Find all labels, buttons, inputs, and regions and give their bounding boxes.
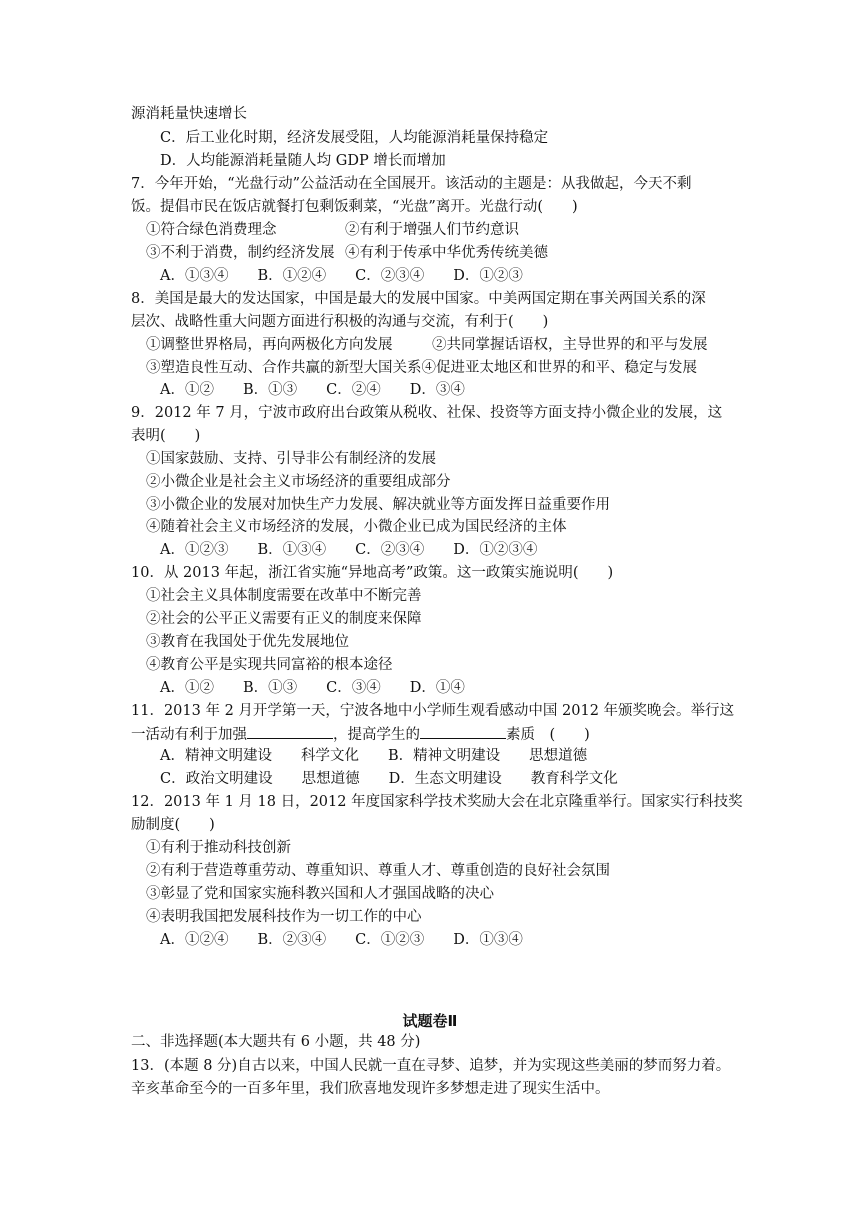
stem-part-3: 素质 ( ) [506,727,590,743]
option-d: D．人均能源消耗量随人均 GDP 增长而增加 [160,153,446,169]
statement-1: ①调整世界格局，再向两极化方向发展 [146,337,393,353]
statement-4: ④表明我国把发展科技作为一切工作的中心 [146,909,422,925]
statement-4: ④有利于传承中华优秀传统美德 [345,245,548,261]
question-13-stem: 13．(本题 8 分)自古以来，中国人民就一直在寻梦、追梦，并为实现这些美丽的梦而努力着。 [131,1058,731,1074]
statement-3: ③不利于消费，制约经济发展 [146,245,335,261]
question-9-stem-cont: 表明( ) [131,428,201,444]
statement-1: ①有利于推动科技创新 [146,840,291,856]
question-11-stem: 11．2013 年 2 月开学第一天，宁波各地中小学师生观看感动中国 2012 年颁奖晚会。举行这 [131,703,735,719]
statement-3: ③小微企业的发展对加快生产力发展、解决就业等方面发挥日益重要作用 [146,497,610,513]
statement-2: ②社会的公平正义需要有正义的制度来保障 [146,611,422,627]
stem-part-1: 一活动有利于加强 [131,727,247,743]
statement-3: ③彰显了党和国家实施科教兴国和人才强国战略的决心 [146,886,494,902]
question-12-stem-cont: 励制度( ) [131,817,215,833]
statement-1: ①符合绿色消费理念 [146,222,277,238]
statement-1: ①社会主义具体制度需要在改革中不断完善 [146,588,422,604]
question-7-stem-cont: 饭。提倡市民在饭店就餐打包剩饭剩菜，“光盘”离开。光盘行动( ) [131,199,578,215]
answer-options-cd: C．政治文明建设 思想道德 D．生态文明建设 教育科学文化 [160,771,618,787]
statement-2: ②共同掌握话语权，主导世界的和平与发展 [432,337,708,353]
answer-options: A．①②③ B．①③④ C．②③④ D．①②③④ [160,542,538,558]
text-line: 源消耗量快速增长 [131,106,247,122]
statement-2: ②有利于增强人们节约意识 [345,222,519,238]
fill-in-blank-2 [420,724,506,739]
stem-part-2: ，提高学生的 [333,727,420,743]
answer-options: A．①②④ B．②③④ C．①②③ D．①③④ [160,932,523,948]
statement-3-4: ③塑造良性互动、合作共赢的新型大国关系④促进亚太地区和世界的和平、稳定与发展 [146,360,697,376]
question-11-stem-cont [131,724,590,745]
answer-options: A．①② B．①③ C．②④ D．③④ [160,382,465,398]
question-8-stem: 8．美国是最大的发达国家，中国是最大的发展中国家。中美两国定期在事关两国关系的深 [131,291,706,307]
answer-options: A．①② B．①③ C．③④ D．①④ [160,680,465,696]
statement-1: ①国家鼓励、支持、引导非公有制经济的发展 [146,451,436,467]
option-c: C．后工业化时期，经济发展受阻，人均能源消耗量保持稳定 [160,130,549,146]
statement-3: ③教育在我国处于优先发展地位 [146,634,349,650]
answer-options-ab: A．精神文明建设 科学文化 B．精神文明建设 思想道德 [160,748,588,764]
question-7-stem: 7．今年开始，“光盘行动”公益活动在全国展开。该活动的主题是：从我做起，今天不剩 [131,176,692,192]
section-heading: 二、非选择题(本大题共有 6 小题，共 48 分) [131,1034,421,1050]
section-title: 试题卷Ⅱ [402,1012,458,1030]
statement-2: ②有利于营造尊重劳动、尊重知识、尊重人才、尊重创造的良好社会氛围 [146,863,610,879]
question-9-stem: 9．2012 年 7 月，宁波市政府出台政策从税收、社保、投资等方面支持小微企业的发展，这 [131,405,723,421]
question-12-stem: 12．2013 年 1 月 18 日，2012 年度国家科学技术奖励大会在北京隆重举行。国家实行科技奖 [131,794,743,810]
fill-in-blank-1 [247,724,333,739]
statement-2: ②小微企业是社会主义市场经济的重要组成部分 [146,474,451,490]
question-8-stem-cont: 层次、战略性重大问题方面进行积极的沟通与交流，有利于( ) [131,314,549,330]
question-10-stem: 10．从 2013 年起，浙江省实施“异地高考”政策。这一政策实施说明( ) [131,565,614,581]
question-13-stem-cont: 辛亥革命至今的一百多年里，我们欣喜地发现许多梦想走进了现实生活中。 [131,1081,610,1097]
statement-4: ④随着社会主义市场经济的发展，小微企业已成为国民经济的主体 [146,519,567,535]
answer-options: A．①③④ B．①②④ C．②③④ D．①②③ [160,268,523,284]
statement-4: ④教育公平是实现共同富裕的根本途径 [146,657,393,673]
